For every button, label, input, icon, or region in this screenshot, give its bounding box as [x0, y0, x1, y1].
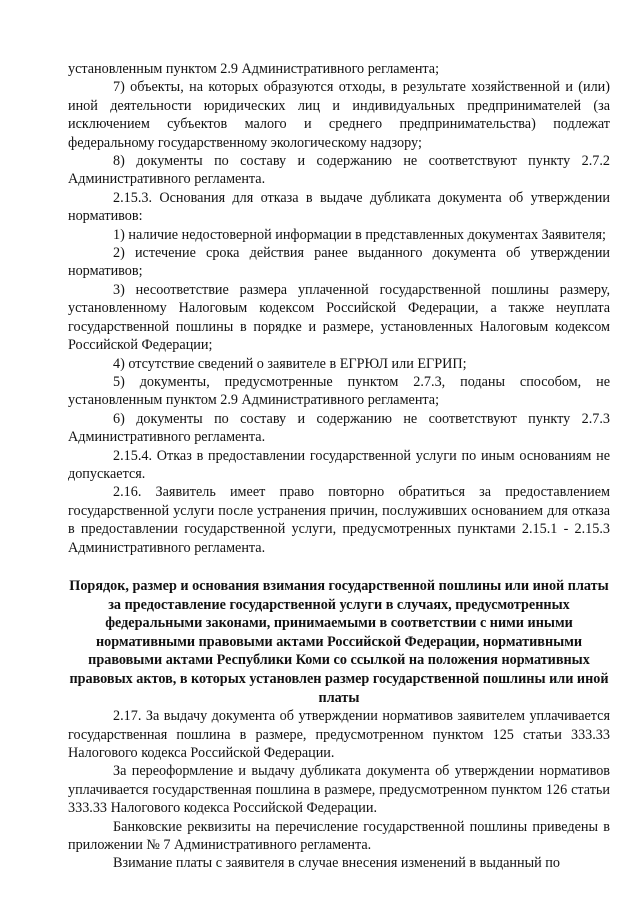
paragraph: 2.15.3. Основания для отказа в выдаче дубликата документа об утверждении нормативов:: [68, 189, 610, 225]
paragraph: 2.17. За выдачу документа об утверждении нормативов заявителем уплачивается государственная пошлина в размере, предусмотренном пунктом 125 статьи 333.33 Налогового кодекса Российской Федерации.: [68, 708, 610, 761]
paragraphs-bottom: [68, 707, 610, 873]
section-gap: [68, 557, 610, 577]
paragraph: 2) истечение срока действия ранее выданного документа об утверждении нормативов;: [68, 245, 610, 280]
paragraph: установленным пунктом 2.9 Административного регламента;: [68, 61, 440, 77]
paragraph: 5) документы, предусмотренные пунктом 2.7.3, поданы способом, не установленным пунктом 2.9 Административного регламента;: [68, 373, 610, 409]
paragraph: 1) наличие недостоверной информации в представленных документах Заявителя;: [113, 226, 606, 243]
paragraph: 2.16. Заявитель имеет право повторно обратиться за предоставлением государственной услуги после устранения причин, послуживших основанием для отказа в предоставлении государственной услуги, предусмотренных пунктами 2.15.1 - 2.15.3 Административного регламента.: [68, 484, 610, 556]
paragraphs-top: [68, 60, 610, 557]
paragraph: 7) объекты, на которых образуются отходы, в результате хозяйственной и (или) иной деятельности юридических лиц и индивидуальных предпринимателей (за исключением субъектов малого и среднего предпринимательства) подлежат федеральному государственному экологическому надзору;: [68, 79, 610, 151]
paragraph: 3) несоответствие размера уплаченной государственной пошлины размеру, установленному Налоговым кодексом Российской Федерации, а также неуплата государственной пошлины в порядке и размере, установленных Налоговым кодексом Российской Федерации;: [68, 281, 610, 354]
paragraph: 4) отсутствие сведений о заявителе в ЕГРЮЛ или ЕГРИП;: [113, 355, 467, 372]
section-heading: Порядок, размер и основания взимания государственной пошлины или иной платы за предоставление государственной услуги в случаях, предусмотренных федеральными законами, принимаемыми в соответствии с ними иными нормативными правовыми актами Российской Федерации, нормативными правовыми актами Республики Коми со ссылкой на положения нормативных правовых актов, в которых установлен размер государственной пошлины или иной платы: [69, 577, 609, 706]
paragraph: Взимание платы с заявителя в случае внесения изменений в выданный по: [113, 855, 560, 872]
paragraph: 2.15.4. Отказ в предоставлении государственной услуги по иным основаниям не допускается.: [68, 447, 610, 482]
paragraph: 8) документы по составу и содержанию не соответствуют пункту 2.7.2 Административного регламента.: [68, 153, 610, 188]
paragraph: Банковские реквизиты на перечисление государственной пошлины приведены в приложении № 7 Административного регламента.: [68, 818, 610, 853]
paragraph: 6) документы по составу и содержанию не соответствуют пункту 2.7.3 Административного регламента.: [68, 410, 610, 446]
paragraph: За переоформление и выдачу дубликата документа об утверждении нормативов уплачивается государственная пошлина в размере, предусмотренном пунктом 126 статьи 333.33 Налогового кодекса Российской Федерации.: [68, 763, 610, 817]
